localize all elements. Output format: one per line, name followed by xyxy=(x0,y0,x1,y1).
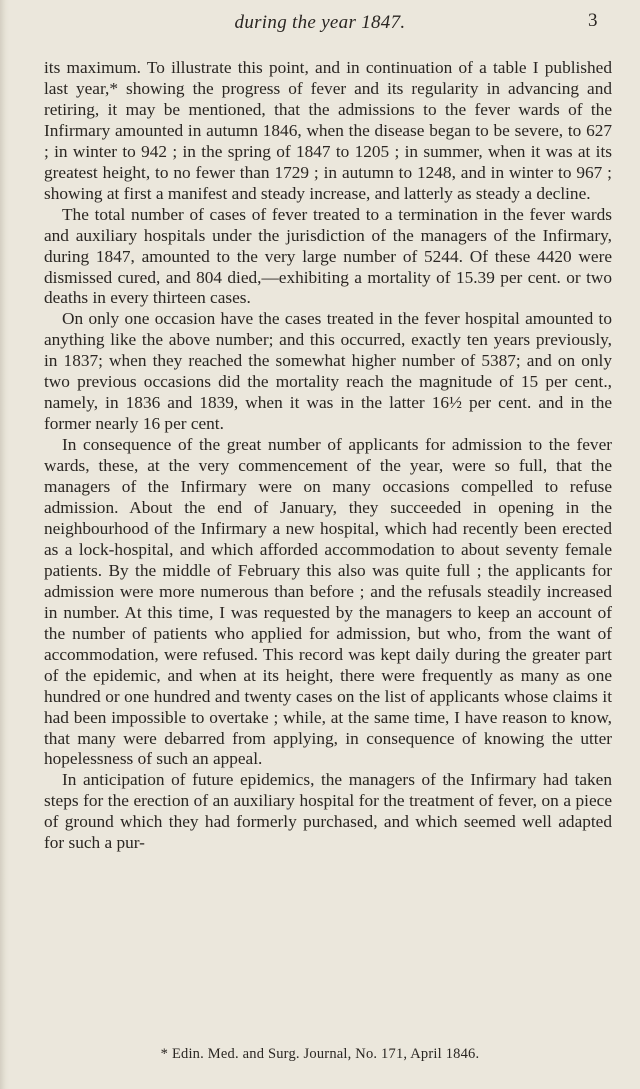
body-text xyxy=(44,58,612,854)
paragraph-2: The total number of cases of fever treated to a termination in the fever wards and auxiliary hospitals under the jurisdiction of the managers of the Infirmary, during 1847, amounted to the very large number of 5244. Of these 4420 were dismissed cured, and 804 died,—exhibiting a mortality of 15.39 per cent. or two deaths in every thirteen cases. xyxy=(44,204,612,308)
page-gutter-shadow xyxy=(0,0,9,1089)
page-number: 3 xyxy=(588,10,598,31)
paragraph-3: On only one occasion have the cases treated in the fever hospital amounted to anything like the above number; and this occurred, exactly ten years previously, in 1837; when they reached the somewhat higher number of 5387; and on only two previous occasions did the mortality reach the magnitude of 15 per cent., namely, in 1836 and 1839, when it was in the latter 16½ per cent. and in the former nearly 16 per cent. xyxy=(44,309,612,434)
running-title: during the year 1847. xyxy=(234,12,406,33)
paragraph-4: In consequence of the great number of applicants for admission to the fever wards, these, at the very commencement of the year, were so full, that the managers of the Infirmary were on many occasions compelled to refuse admission. About the end of January, they succeeded in opening in the neighbourhood of the Infirmary a new hospital, which had recently been erected as a lock-hospital, and which afforded accommodation to about seventy female patients. By the middle of February this also was quite full ; the applicants for admission were more numerous than before ; and the refusals steadily increased in number. At this time, I was requested by the managers to keep an account of the number of patients who applied for admission, but who, from the want of accommodation, were refused. This record was kept daily during the greater part of the epidemic, and when at its height, there were frequently as many as one hundred or one hundred and twenty cases on the list of applicants whose claims it had been impossible to overtake ; while, at the same time, I have reason to know, that many were debarred from applying, in consequence of knowing the utter hopelessness of such an appeal. xyxy=(44,435,612,769)
paragraph-5: In anticipation of future epidemics, the managers of the Infirmary had taken steps for the erection of an auxiliary hospital for the treatment of fever, on a piece of ground which they had formerly purchased, and which seemed well adapted for such a pur- xyxy=(44,770,612,853)
footnote: * Edin. Med. and Surg. Journal, No. 171, April 1846. xyxy=(160,1046,480,1062)
paragraph-1: its maximum. To illustrate this point, and in continuation of a table I published last year,* showing the progress of fever and its regularity in advancing and retiring, it may be mentioned, that the admissions to the fever wards of the Infirmary amounted in autumn 1846, when the disease began to be severe, to 627 ; in winter to 942 ; in the spring of 1847 to 1205 ; in summer, when it was at its greatest height, to no fewer than 1729 ; in autumn to 1248, and in winter to 967 ; showing at first a manifest and steady increase, and latterly as steady a decline. xyxy=(44,58,612,203)
running-head xyxy=(0,6,640,44)
